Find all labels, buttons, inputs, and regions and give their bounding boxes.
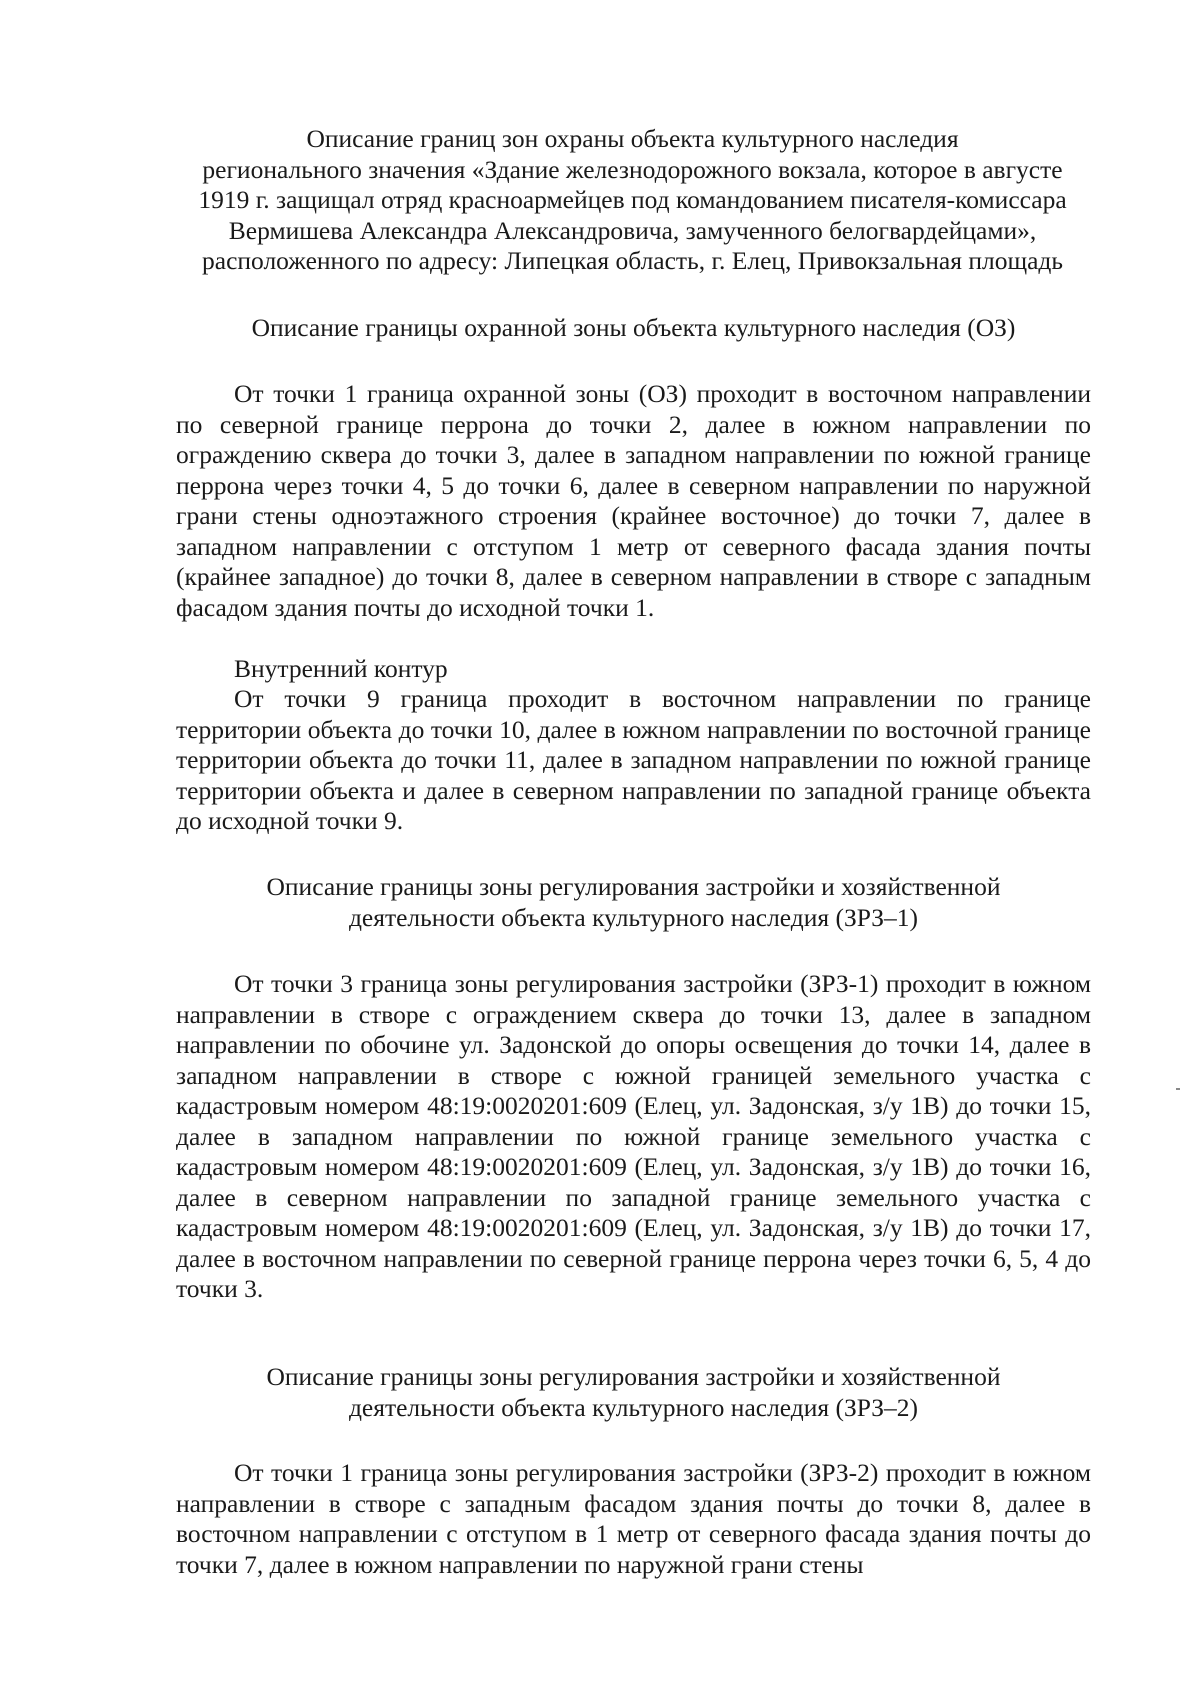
zrz2-paragraph-block (176, 1458, 1091, 1580)
oz-paragraph: От точки 1 граница охранной зоны (ОЗ) проходит в восточном направлении по северной границе перрона до точки 2, далее в южном направлении по ограждению сквера до точки 3, далее в западном направлении по южной границе перрона через точки 4, 5 до точки 6, далее в северном направлении по наружной грани стены одноэтажного строения (крайнее восточное) до точки 7, далее в западном направлении с отступом 1 метр от северного фасада здания почты (крайнее западное) до точки 8, далее в северном направлении в створе с западным фасадом здания почты до исходной точки 1. (176, 379, 1091, 622)
title-line: расположенного по адресу: Липецкая область, г. Елец, Привокзальная площадь (202, 246, 1063, 275)
oz-section-heading: Описание границы охранной зоны объекта культурного наследия (ОЗ) (251, 313, 1016, 342)
title-line: Вермишева Александра Александровича, замученного белогвардейцами», (228, 215, 1037, 245)
inner-contour-paragraph: От точки 9 граница проходит в восточном направлении по границе территории объекта до точки 10, далее в южном направлении по восточной границе территории объекта до точки 11, далее в западном направлении по южной границе территории объекта и далее в северном направлении по западной границе объекта до исходной точки 9. (176, 684, 1091, 835)
zrz2-paragraph: От точки 1 граница зоны регулирования застройки (ЗРЗ-2) проходит в южном направлении в створе с западным фасадом здания почты до точки 8, далее в восточном направлении с отступом в 1 метр от северного фасада здания почты до точки 7, далее в южном направлении по наружной грани стены (176, 1458, 1091, 1579)
oz-paragraph-block (176, 379, 1091, 623)
inner-contour-label: Внутренний контур (234, 654, 448, 683)
title-line: регионального значения «Здание железнодорожного вокзала, которое в августе (202, 154, 1063, 184)
zrz1-paragraph: От точки 3 граница зоны регулирования застройки (ЗРЗ-1) проходит в южном направлении в створе с ограждением сквера до точки 13, далее в западном направлении по обочине ул. Задонской до опоры освещения до точки 14, далее в западном направлении в створе с южной границей земельного участка с кадастровым номером 48:19:0020201:609 (Елец, ул. Задонская, з/у 1В) до точки 15, далее в западном направлении по южной границе земельного участка с кадастровым номером 48:19:0020201:609 (Елец, ул. Задонская, з/у 1В) до точки 16, далее в северном направлении по западной границе земельного участка с кадастровым номером 48:19:0020201:609 (Елец, ул. Задонская, з/у 1В) до точки 17, далее в восточном направлении по северной границе перрона через точки 6, 5, 4 до точки 3. (176, 969, 1091, 1303)
zrz1-paragraph-block (176, 969, 1091, 1305)
title-line: 1919 г. защищал отряд красноармейцев под командованием писателя-комиссара (198, 185, 1067, 214)
zrz1-heading-line: Описание границы зоны регулирования застройки и хозяйственной (266, 872, 1001, 901)
zrz2-heading-line: деятельности объекта культурного наследия (ЗРЗ–2) (348, 1392, 919, 1422)
zrz2-section-heading (176, 1362, 1091, 1423)
title-line: Описание границ зон охраны объекта культурного наследия (306, 124, 959, 153)
zrz1-heading-line: деятельности объекта культурного наследия (ЗРЗ–1) (348, 902, 919, 932)
scan-artifact-mark (1176, 1088, 1180, 1090)
zrz2-heading-line: Описание границы зоны регулирования застройки и хозяйственной (266, 1362, 1001, 1391)
document-title (170, 124, 1095, 277)
zrz1-section-heading (176, 872, 1091, 933)
inner-contour-block (176, 684, 1091, 837)
